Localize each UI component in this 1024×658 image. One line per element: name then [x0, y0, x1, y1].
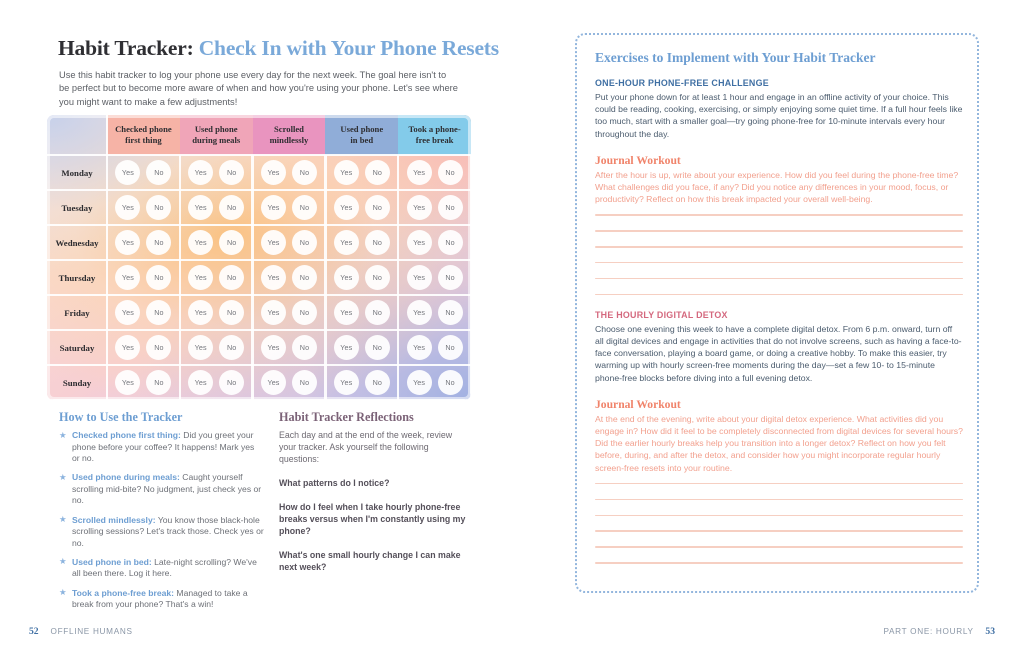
tracker-cell — [180, 260, 253, 295]
tracker-cell — [107, 295, 180, 330]
yes-chip[interactable]: Yes — [334, 265, 359, 290]
yes-chip[interactable]: Yes — [261, 370, 286, 395]
how-to-use-heading: How to Use the Tracker — [59, 410, 183, 424]
table-horizontal-rule — [47, 189, 471, 191]
no-chip[interactable]: No — [292, 300, 317, 325]
star-icon: ★ — [59, 514, 67, 525]
how-to-item-term: Scrolled mindlessly: — [72, 514, 156, 525]
tracker-cell — [325, 330, 398, 365]
no-chip[interactable]: No — [146, 335, 171, 360]
table-horizontal-rule — [47, 259, 471, 261]
how-to-item-text: You know those black-hole scrolling sessions? Let's track those. Check yes or no. — [72, 514, 264, 548]
column-header-text: Scrolled mindlessly — [269, 124, 309, 145]
how-to-item-term: Used phone during meals: — [72, 472, 180, 483]
tracker-cell — [325, 190, 398, 225]
no-chip[interactable]: No — [146, 300, 171, 325]
no-chip[interactable]: No — [438, 195, 463, 220]
no-chip[interactable]: No — [292, 335, 317, 360]
yes-chip[interactable]: Yes — [407, 335, 432, 360]
no-chip[interactable]: No — [365, 370, 390, 395]
column-header-2 — [180, 115, 253, 155]
journal-line[interactable] — [595, 294, 963, 295]
how-to-use-list — [59, 430, 264, 611]
journal-line[interactable] — [595, 546, 963, 547]
tracker-cell — [253, 190, 326, 225]
tracker-cell — [107, 260, 180, 295]
journal-line[interactable] — [595, 530, 963, 531]
reflection-questions — [279, 477, 469, 573]
tracker-cell — [398, 190, 471, 225]
yes-chip[interactable]: Yes — [188, 195, 213, 220]
yes-chip[interactable]: Yes — [188, 300, 213, 325]
row-header-sunday: Sunday — [62, 377, 92, 388]
column-header-text: Used phone in bed — [340, 124, 384, 145]
how-to-item-text: Managed to take a break from your phone? That's a win! — [72, 587, 248, 610]
tracker-cell — [107, 365, 180, 400]
no-chip[interactable]: No — [365, 300, 390, 325]
exercise-subheading: THE HOURLY DIGITAL DETOX — [595, 309, 728, 320]
reflection-question-2: How do I feel when I take hourly phone-free breaks versus when I'm constantly using my phone? — [279, 502, 466, 536]
tracker-cell — [325, 225, 398, 260]
how-to-item-3 — [59, 515, 264, 550]
no-chip[interactable]: No — [292, 195, 317, 220]
no-chip[interactable]: No — [219, 335, 244, 360]
tracker-cell — [107, 225, 180, 260]
tracker-cell — [398, 365, 471, 400]
table-horizontal-rule — [47, 154, 471, 156]
tracker-cell — [398, 225, 471, 260]
table-horizontal-rule — [47, 364, 471, 366]
no-chip[interactable]: No — [219, 300, 244, 325]
journal-workout-prompt: After the hour is up, write about your experience. How did you feel during the phone-free time? What challenges did you face, if any? Did you notice any differences in your mood, focus, or productivity? Reflect on how this break impacted your overall well-being. — [595, 169, 959, 205]
exercise-sections — [595, 78, 963, 564]
journal-line[interactable] — [595, 515, 963, 516]
left-page-number: 52 — [29, 626, 39, 637]
journal-writing-lines[interactable] — [595, 483, 963, 564]
yes-chip[interactable]: Yes — [261, 160, 286, 185]
no-chip[interactable]: No — [365, 230, 390, 255]
yes-chip[interactable]: Yes — [115, 370, 140, 395]
column-header-5 — [398, 115, 471, 155]
journal-writing-lines[interactable] — [595, 214, 963, 295]
tracker-cell — [180, 190, 253, 225]
row-header-thursday: Thursday — [58, 272, 96, 283]
exercise-body: Put your phone down for at least 1 hour and engage in an offline activity of your choice. This could be reading, cooking, exercising, or simply enjoying some quiet time. If a full hour feels like too much, start with a smaller goal—try going phone-free for 10-minute intervals every hour throughout the day. — [595, 92, 963, 139]
journal-workout-heading: Journal Workout — [595, 153, 681, 167]
yes-chip[interactable]: Yes — [407, 230, 432, 255]
yes-chip[interactable]: Yes — [115, 230, 140, 255]
row-header-friday: Friday — [64, 307, 90, 318]
tracker-cell — [325, 365, 398, 400]
reflections-section — [279, 410, 469, 585]
how-to-item-4 — [59, 557, 264, 580]
no-chip[interactable]: No — [219, 265, 244, 290]
exercise-section-2 — [595, 310, 963, 564]
yes-chip[interactable]: Yes — [115, 300, 140, 325]
no-chip[interactable]: No — [292, 370, 317, 395]
journal-line[interactable] — [595, 246, 963, 247]
table-horizontal-rule — [47, 224, 471, 226]
tracker-cell — [180, 295, 253, 330]
tracker-cell — [398, 260, 471, 295]
yes-chip[interactable]: Yes — [334, 195, 359, 220]
table-vertical-rule — [106, 115, 108, 400]
journal-line[interactable] — [595, 214, 963, 215]
star-icon: ★ — [59, 587, 67, 598]
no-chip[interactable]: No — [219, 370, 244, 395]
exercises-panel — [575, 33, 979, 593]
right-page-number: 53 — [985, 626, 995, 637]
table-corner-cell — [47, 115, 107, 155]
yes-chip[interactable]: Yes — [407, 300, 432, 325]
tracker-cell — [325, 260, 398, 295]
yes-chip[interactable]: Yes — [115, 195, 140, 220]
no-chip[interactable]: No — [292, 265, 317, 290]
tracker-cell — [180, 365, 253, 400]
journal-line[interactable] — [595, 499, 963, 500]
yes-chip[interactable]: Yes — [115, 160, 140, 185]
no-chip[interactable]: No — [146, 265, 171, 290]
left-footer-label: OFFLINE HUMANS — [50, 627, 133, 636]
how-to-item-2 — [59, 472, 264, 507]
exercise-body: Choose one evening this week to have a complete digital detox. From 6 p.m. onward, turn off all digital devices and engage in activities that do not involve screens, such as having a face-to-face conversation, playing a board game, or doing a creative hobby. To make this easier, try warming up with hourly screen-free moments during the day—set a few 10- to 15-minute phone-free blocks before diving into a full evening detox. — [595, 323, 962, 383]
column-header-4 — [325, 115, 398, 155]
tracker-cell — [253, 260, 326, 295]
tracker-cell — [253, 330, 326, 365]
tracker-cell — [253, 155, 326, 190]
yes-chip[interactable]: Yes — [407, 265, 432, 290]
no-chip[interactable]: No — [365, 160, 390, 185]
how-to-use-section — [59, 410, 264, 618]
reflection-question-1: What patterns do I notice? — [279, 478, 390, 488]
page-title — [58, 36, 499, 61]
no-chip[interactable]: No — [292, 230, 317, 255]
how-to-item-text: Caught yourself scrolling mid-bite? No judgment, just check yes or no. — [72, 472, 262, 506]
column-header-1 — [107, 115, 180, 155]
column-header-text: Took a phone- free break — [408, 124, 461, 145]
right-footer-label: PART ONE: HOURLY — [883, 627, 974, 636]
tracker-cell — [107, 330, 180, 365]
yes-chip[interactable]: Yes — [407, 370, 432, 395]
journal-line[interactable] — [595, 278, 963, 279]
yes-chip[interactable]: Yes — [188, 335, 213, 360]
no-chip[interactable]: No — [438, 335, 463, 360]
table-horizontal-rule — [47, 294, 471, 296]
journal-workout-prompt: At the end of the evening, write about your digital detox experience. What activities did you engage in? How did it feel to be completely disconnected from digital devices for several hours? Did the earlier hourly breaks help you transition into a longer detox? Reflect on how you felt before, during, and after the detox, and consider how you might incorporate regular hourly screen-free resets into your routine. — [595, 413, 963, 473]
how-to-item-5 — [59, 588, 264, 611]
column-header-text: Checked phone first thing — [115, 124, 172, 145]
tracker-cell — [180, 330, 253, 365]
habit-tracker-table[interactable] — [47, 115, 471, 400]
no-chip[interactable]: No — [438, 160, 463, 185]
no-chip[interactable]: No — [438, 370, 463, 395]
yes-chip[interactable]: Yes — [334, 230, 359, 255]
yes-chip[interactable]: Yes — [115, 265, 140, 290]
tracker-cell — [107, 155, 180, 190]
tracker-cell — [180, 155, 253, 190]
exercises-heading: Exercises to Implement with Your Habit Tracker — [595, 50, 876, 65]
exercise-subheading: ONE-HOUR PHONE-FREE CHALLENGE — [595, 78, 769, 88]
no-chip[interactable]: No — [438, 230, 463, 255]
right-footer — [883, 626, 995, 637]
yes-chip[interactable]: Yes — [188, 160, 213, 185]
row-header-saturday: Saturday — [59, 342, 95, 353]
tracker-cell — [107, 190, 180, 225]
no-chip[interactable]: No — [219, 195, 244, 220]
yes-chip[interactable]: Yes — [115, 335, 140, 360]
star-icon: ★ — [59, 429, 67, 440]
star-icon: ★ — [59, 471, 67, 482]
tracker-cell — [253, 225, 326, 260]
how-to-item-1 — [59, 430, 264, 465]
how-to-item-text: Late-night scrolling? We've all been there. Log it here. — [72, 556, 257, 579]
tracker-cell — [325, 295, 398, 330]
page-title-accent: Check In with Your Phone Resets — [198, 36, 499, 60]
exercise-section-1 — [595, 78, 963, 295]
yes-chip[interactable]: Yes — [188, 230, 213, 255]
no-chip[interactable]: No — [365, 195, 390, 220]
intro-paragraph: Use this habit tracker to log your phone use every day for the next week. The goal here isn't to be perfect but to become more aware of when and how you're using your phone. Let's see where you might want to make a few adjustments! — [59, 70, 458, 107]
journal-line[interactable] — [595, 262, 963, 263]
tracker-cell — [180, 225, 253, 260]
yes-chip[interactable]: Yes — [261, 300, 286, 325]
no-chip[interactable]: No — [365, 335, 390, 360]
no-chip[interactable]: No — [219, 230, 244, 255]
right-page — [512, 0, 1024, 658]
yes-chip[interactable]: Yes — [261, 230, 286, 255]
no-chip[interactable]: No — [146, 195, 171, 220]
tracker-cell — [398, 330, 471, 365]
how-to-item-term: Checked phone first thing: — [72, 430, 181, 440]
tracker-cell — [325, 155, 398, 190]
yes-chip[interactable]: Yes — [407, 195, 432, 220]
how-to-item-term: Used phone in bed: — [72, 556, 152, 567]
no-chip[interactable]: No — [146, 230, 171, 255]
yes-chip[interactable]: Yes — [261, 195, 286, 220]
journal-line[interactable] — [595, 562, 963, 563]
no-chip[interactable]: No — [438, 300, 463, 325]
tracker-cell — [253, 365, 326, 400]
table-horizontal-rule — [47, 329, 471, 331]
journal-line[interactable] — [595, 230, 963, 231]
row-header-wednesday: Wednesday — [55, 237, 99, 248]
table-horizontal-rule — [47, 399, 471, 400]
no-chip[interactable]: No — [146, 160, 171, 185]
journal-line[interactable] — [595, 483, 963, 484]
reflection-question-3: What's one small hourly change I can make next week? — [279, 550, 461, 572]
column-header-text: Used phone during meals — [192, 124, 241, 145]
yes-chip[interactable]: Yes — [188, 265, 213, 290]
yes-chip[interactable]: Yes — [407, 160, 432, 185]
exercises-content — [595, 50, 963, 578]
yes-chip[interactable]: Yes — [188, 370, 213, 395]
yes-chip[interactable]: Yes — [334, 300, 359, 325]
yes-chip[interactable]: Yes — [334, 335, 359, 360]
tracker-cell — [398, 295, 471, 330]
no-chip[interactable]: No — [438, 265, 463, 290]
no-chip[interactable]: No — [146, 370, 171, 395]
no-chip[interactable]: No — [292, 160, 317, 185]
row-header-tuesday: Tuesday — [61, 202, 93, 213]
left-footer — [29, 626, 133, 637]
reflections-intro: Each day and at the end of the week, review your tracker. Ask yourself the following questions: — [279, 430, 453, 464]
no-chip[interactable]: No — [219, 160, 244, 185]
no-chip[interactable]: No — [365, 265, 390, 290]
reflections-heading: Habit Tracker Reflections — [279, 410, 414, 424]
how-to-item-text: Did you greet your phone before your coffee? It happens! Mark yes or no. — [72, 430, 255, 464]
page-title-plain: Habit Tracker: — [58, 36, 194, 60]
yes-chip[interactable]: Yes — [261, 265, 286, 290]
yes-chip[interactable]: Yes — [334, 370, 359, 395]
tracker-cell — [398, 155, 471, 190]
star-icon: ★ — [59, 556, 67, 567]
yes-chip[interactable]: Yes — [334, 160, 359, 185]
how-to-item-term: Took a phone-free break: — [72, 587, 175, 598]
row-header-monday: Monday — [61, 167, 93, 178]
journal-workout-heading: Journal Workout — [595, 397, 681, 411]
column-header-3 — [253, 115, 326, 155]
yes-chip[interactable]: Yes — [261, 335, 286, 360]
tracker-cell — [253, 295, 326, 330]
